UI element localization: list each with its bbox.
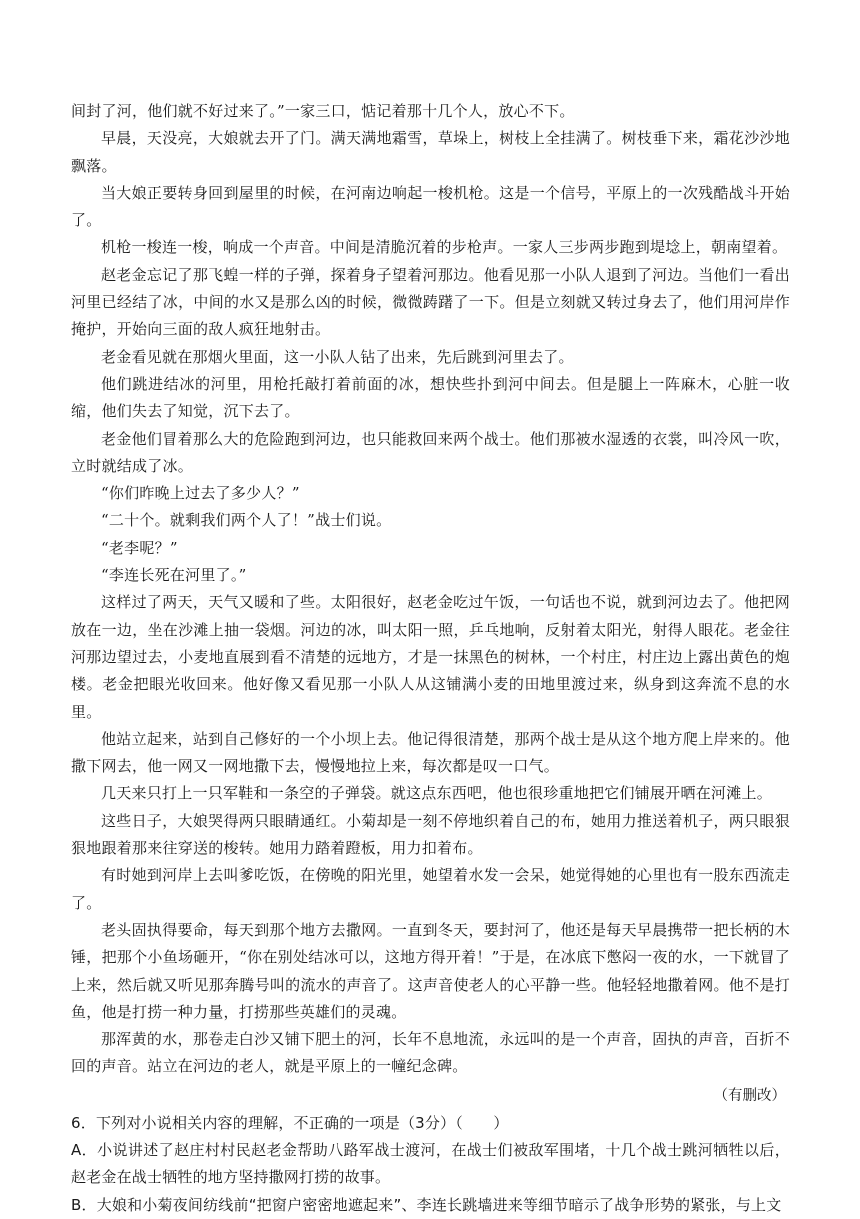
- story-excerpt: [71, 0, 790, 1110]
- dialogue-line: “你们昨晚上过去了多少人？”: [101, 484, 300, 503]
- story-paragraph-final: 那浑黄的水，那卷走白沙又铺下肥土的河，长年不息地流，永远叫的是一个声音，固执的声音，百折不回的声音。站立在河边的老人，就是平原上的一幢纪念碑。: [71, 1030, 790, 1076]
- story-paragraph: 他站立起来，站到自己修好的一个小坝上去。他记得很清楚，那两个战士是从这个地方爬上岸来的。他撒下网去，他一网又一网地撒下去，慢慢地拉上来，每次都是叹一口气。: [71, 729, 790, 776]
- story-paragraph: 间封了河，他们就不好过来了。”一家三口，惦记着那十几个人，放心不下。: [71, 102, 575, 120]
- story-paragraph: 当大娘正要转身回到屋里的时候，在河南边响起一梭机枪。这是一个信号，平原上的一次残酷战斗开始了。: [71, 183, 790, 230]
- option-a: A．小说讲述了赵庄村村民赵老金帮助八路军战士渡河，在战士们被敌军围堵，十几个战士跳河牺牲以后，赵老金在战士牺牲的地方坚持撒网打捞的故事。: [71, 1140, 790, 1187]
- dialogue-line: “老李呢？”: [101, 538, 178, 557]
- dialogue-line: “李连长死在河里了。”: [101, 566, 247, 585]
- story-paragraph: 他们跳进结冰的河里，用枪托敲打着前面的冰，想快些扑到河中间去。但是腿上一阵麻木，心脏一收缩，他们失去了知觉，沉下去了。: [71, 374, 790, 421]
- story-paragraph: 老金他们冒着那么大的危险跑到河边，也只能救回来两个战士。他们那被水湿透的衣裳，叫冷风一吹，立时就结成了冰。: [71, 429, 790, 475]
- story-paragraph: 这样过了两天，天气又暖和了些。太阳很好，赵老金吃过午饭，一句话也不说，就到河边去了。他把网放在一边，坐在沙滩上抽一袋烟。河边的冰，叫太阳一照，乒乓地响，反射着太阳光，射得人眼花。老金往河那边望过去，小麦地直展到看不清楚的远地方，才是一抹黑色的树林，一个村庄，村庄边上露出黄色的炮楼。老金把眼光收回来。他好像又看见那一小队人从这铺满小麦的田地里渡过来，纵身到这奔流不息的水里。: [71, 593, 790, 721]
- option-b: B．大娘和小菊夜间纺线前“把窗户密密地遮起来”、李连长跳墙进来等细节暗示了战争形势的紧张，与上文: [71, 1195, 782, 1214]
- story-paragraph: 早晨，天没亮，大娘就去开了门。满天满地霜雪，草垛上，树枝上全挂满了。树枝垂下来，霜花沙沙地飘落。: [71, 129, 790, 175]
- story-paragraph: 这些日子，大娘哭得两只眼睛通红。小菊却是一刻不停地织着自己的布，她用力推送着机子，两只眼狠狠地跟着那来往穿送的梭转。她用力踏着蹬板，用力扣着布。: [71, 811, 790, 858]
- question-6-stem: 6．下列对小说相关内容的理解，不正确的一项是（3分）（ ）: [71, 1113, 509, 1132]
- story-paragraph: 几天来只打上一只军鞋和一条空的子弹袋。就这点东西吧，他也很珍重地把它们铺展开晒在河滩上。: [101, 784, 773, 803]
- story-paragraph: 赵老金忘记了那飞蝗一样的子弹，探着身子望着河那边。他看见那一小队人退到了河边。当他们一看出河里已经结了冰，中间的水又是那么凶的时候，微微踌躇了一下。但是立刻就又转过身去了，他们用河岸作掩护，开始向三面的敌人疯狂地射击。: [71, 265, 790, 339]
- source-note: （有删改）: [713, 1087, 786, 1104]
- question-section: [71, 1110, 790, 1219]
- story-paragraph: 有时她到河岸上去叫爹吃饭，在傍晚的阳光里，她望着水发一会呆，她觉得她的心里也有一股东西流走了。: [71, 866, 790, 912]
- story-paragraph: 老金看见就在那烟火里面，这一小队人钻了出来，先后跳到河里去了。: [101, 347, 574, 366]
- story-paragraph: 机枪一梭连一梭，响成一个声音。中间是清脆沉着的步枪声。一家人三步两步跑到堤埝上，朝南望着。: [101, 238, 788, 257]
- story-paragraph: 老头固执得要命，每天到那个地方去撒网。一直到冬天，要封河了，他还是每天早晨携带一把长柄的木锤，把那个小鱼场砸开，“你在别处结冰可以，这地方得开着！”于是，在冰底下憋闷一夜的水，一下就冒了上来，然后就又听见那奔腾号叫的流水的声音了。这声音使老人的心平静一些。他轻轻地撒着网。他不是打鱼，他是打捞一种力量，打捞那些英雄们的灵魂。: [71, 920, 790, 1021]
- dialogue-line: “二十个。就剩我们两个人了！”战士们说。: [101, 511, 392, 530]
